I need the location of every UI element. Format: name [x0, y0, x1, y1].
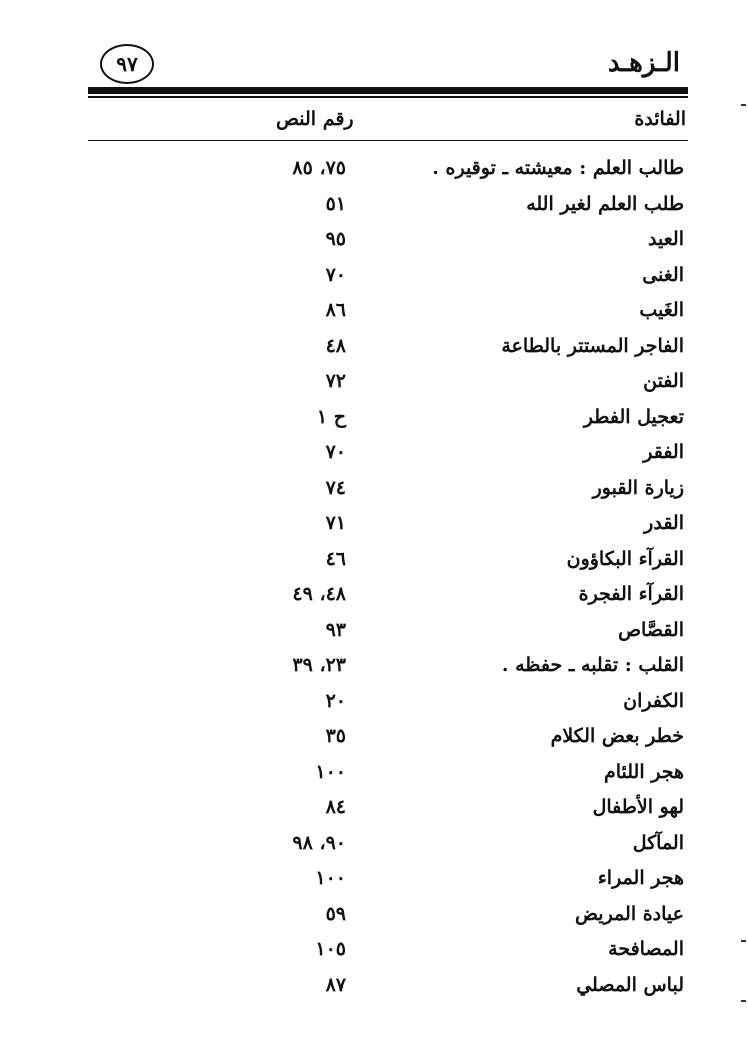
row-topic: الفاجر المستتر بالطاعة [501, 334, 684, 357]
table-row [0, 619, 748, 655]
table-row [0, 477, 748, 513]
header-rule-thick [88, 87, 688, 94]
table-row [0, 725, 748, 761]
row-text-number: ٨٧ [325, 973, 346, 996]
table-row [0, 228, 748, 264]
row-topic: تعجيل الفطر [583, 405, 684, 428]
row-topic: المصافحة [608, 938, 684, 960]
row-topic: الفتن [643, 370, 684, 392]
page-title: الـزهـد [607, 48, 680, 78]
row-text-number: ١٠٠ [315, 760, 346, 783]
table-row [0, 512, 748, 548]
row-text-number: ٢٠ [325, 689, 346, 712]
row-topic: هجر المراء [597, 867, 684, 889]
table-row [0, 938, 748, 974]
row-topic: طلب العلم لغير الله [526, 192, 684, 215]
table-row [0, 974, 748, 1010]
table-row [0, 370, 748, 406]
table-row [0, 796, 748, 832]
row-text-number: ٨٦ [325, 299, 346, 321]
row-topic: عيادة المريض [575, 902, 684, 925]
row-topic: المآكل [632, 831, 684, 854]
row-topic: خطر بعض الكلام [550, 725, 684, 747]
row-topic: الكفران [623, 689, 684, 712]
row-text-number: ١٠٠ [315, 867, 346, 889]
row-text-number: ٩٠، ٩٨ [292, 831, 346, 854]
table-row [0, 548, 748, 584]
row-topic: هجر اللئام [603, 760, 684, 783]
row-topic: القرآء الفجرة [578, 583, 684, 605]
table-row [0, 832, 748, 868]
row-text-number: ٢٣، ٣٩ [292, 654, 346, 676]
row-topic: الغَيب [639, 299, 684, 321]
row-topic: القلب : تقلبه ـ حفظه . [501, 654, 684, 676]
row-text-number: ٧٠ [325, 441, 346, 463]
edge-mark [741, 104, 746, 106]
row-topic: القدر [644, 512, 684, 534]
column-header-text-number: رقم النص [276, 108, 354, 130]
row-text-number: ٣٥ [325, 725, 346, 747]
row-topic: الغنى [642, 263, 684, 286]
table-row [0, 157, 748, 193]
row-topic: زيارة القبور [592, 476, 684, 499]
row-text-number: ٧١ [325, 512, 346, 534]
header-rule-thin [88, 96, 688, 98]
table-row [0, 193, 748, 229]
row-text-number: ٩٣ [325, 618, 346, 641]
table-row [0, 654, 748, 690]
row-text-number: ٤٨، ٤٩ [292, 583, 346, 605]
column-header-benefit: الفائدة [634, 108, 686, 130]
row-text-number: ٧٢ [325, 370, 346, 392]
row-text-number: ٧٠ [325, 263, 346, 286]
table-row [0, 903, 748, 939]
table-row [0, 335, 748, 371]
row-topic: لباس المصلي [576, 973, 684, 996]
table-row [0, 583, 748, 619]
row-topic: لهو الأطفال [592, 796, 684, 818]
table-row [0, 761, 748, 797]
page-number: ٩٧ [100, 44, 154, 84]
row-text-number: ح ١ [316, 405, 346, 428]
row-topic: طالب العلم : معيشته ـ توقيره . [432, 157, 684, 179]
index-table [0, 157, 748, 1009]
table-row [0, 264, 748, 300]
table-row [0, 690, 748, 726]
table-row [0, 867, 748, 903]
row-text-number: ١٠٥ [315, 938, 346, 960]
table-row [0, 441, 748, 477]
row-text-number: ٩٥ [325, 228, 346, 250]
row-topic: القصَّاص [618, 618, 684, 641]
row-text-number: ٤٨ [325, 334, 346, 357]
row-text-number: ٥٩ [325, 902, 346, 925]
row-text-number: ٧٤ [325, 476, 346, 499]
row-text-number: ٥١ [325, 192, 346, 215]
row-topic: القرآء البكاؤون [566, 547, 684, 570]
column-header-rule [88, 140, 688, 141]
edge-mark [741, 940, 746, 942]
row-text-number: ٨٤ [325, 796, 346, 818]
edge-mark [741, 1000, 746, 1002]
row-text-number: ٤٦ [325, 547, 346, 570]
row-topic: الفقر [643, 441, 684, 463]
row-text-number: ٧٥، ٨٥ [292, 157, 346, 179]
table-row [0, 299, 748, 335]
row-topic: العيد [648, 228, 684, 250]
table-row [0, 406, 748, 442]
